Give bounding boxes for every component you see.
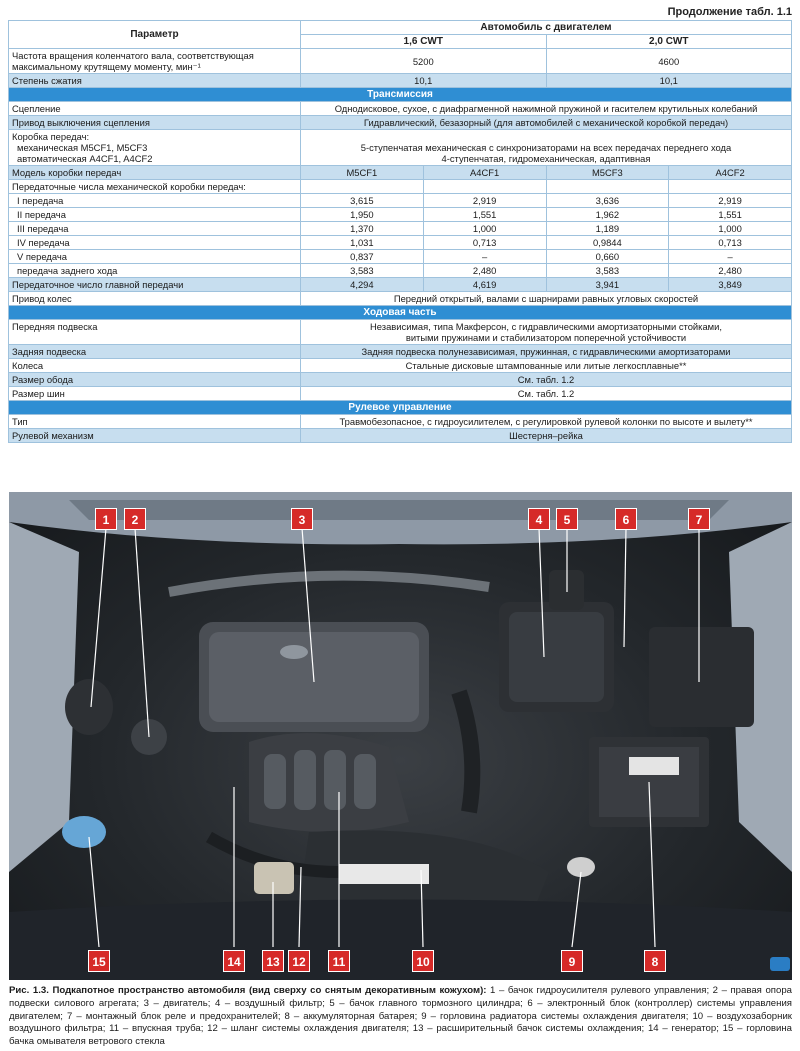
row-sublabel: V передача [9, 250, 301, 264]
row-value: 3,941 [546, 278, 669, 292]
continuation-title: Продолжение табл. 1.1 [667, 6, 792, 18]
callout-5: 5 [556, 508, 578, 530]
row-value: 4-ступенчатая, гидромеханическая, адаптивная [441, 153, 651, 164]
row-value: 10,1 [301, 74, 547, 88]
callout-9: 9 [561, 950, 583, 972]
row-label: Размер шин [9, 387, 301, 401]
row-sublabel: I передача [9, 194, 301, 208]
caption-lead: Рис. 1.3. Подкапотное пространство автомобиля (вид сверху со снятым декоративным кожухом): [9, 985, 487, 996]
row-value: 10,1 [546, 74, 792, 88]
row-value: 0,713 [669, 236, 792, 250]
row-value: 4600 [546, 49, 792, 74]
row-value: M5CF1 [301, 166, 424, 180]
row-sublabel: механическая M5CF1, M5CF3 [17, 142, 148, 153]
header-engine-a: 1,6 CWT [301, 35, 547, 49]
row-value: Задняя подвеска полунезависимая, пружинная, с гидравлическими амортизаторами [301, 345, 792, 359]
caption-text: 1 – бачок гидроусилителя рулевого управления; 2 – правая опора подвески силового агрегата; 3 – двигатель; 4 – воздушный фильтр; 5 – бачок главного тормозного цилиндра; 6 – электронный блок (контроллер) системы управления двигателем; 7 – монтажный блок реле и предохранителей; 8 – аккумуляторная батарея; 9 – горловина радиатора системы охлаждения двигателя; 10 – воздухозаборник воздушного фильтра; 11 – впускная труба; 12 – шланг системы охлаждения двигателя; 13 – расширительный бачок системы охлаждения; 14 – генератор; 15 – горловина бачка омывателя ветрового стекла [9, 985, 792, 1048]
section-band: Трансмиссия [9, 88, 792, 102]
row-value: – [423, 250, 546, 264]
row-label: Коробка передач: [12, 131, 90, 142]
row-value: Стальные дисковые штампованные или литые легкосплавные** [301, 359, 792, 373]
row-sublabel: IV передача [9, 236, 301, 250]
engine-bay-illustration [9, 492, 792, 980]
row-value: 1,031 [301, 236, 424, 250]
ratio-row [9, 236, 792, 250]
row-value: 4,619 [423, 278, 546, 292]
row-value: A4CF1 [423, 166, 546, 180]
row-value: 2,480 [423, 264, 546, 278]
ratio-row [9, 264, 792, 278]
header-engine-b: 2,0 CWT [546, 35, 792, 49]
row-value: 1,000 [669, 222, 792, 236]
row-value: 1,551 [423, 208, 546, 222]
row-value: витыми пружинами и стабилизатором поперечной устойчивости [405, 332, 687, 343]
row-value: См. табл. 1.2 [301, 387, 792, 401]
row-value: 5200 [301, 49, 547, 74]
row-value: 1,551 [669, 208, 792, 222]
row-label: Привод выключения сцепления [9, 116, 301, 130]
callout-6: 6 [615, 508, 637, 530]
row-label: Передаточные числа механической коробки передач: [9, 180, 301, 194]
ratio-row [9, 222, 792, 236]
row-label: Сцепление [9, 102, 301, 116]
header-param: Параметр [9, 21, 301, 49]
row-value: Передний открытый, валами с шарнирами равных угловых скоростей [301, 292, 792, 306]
row-value: 3,636 [546, 194, 669, 208]
row-value: Шестерня–рейка [301, 429, 792, 443]
row-label: Задняя подвеска [9, 345, 301, 359]
row-label: Модель коробки передач [9, 166, 301, 180]
callout-2: 2 [124, 508, 146, 530]
row-value: 1,370 [301, 222, 424, 236]
row-value: 3,583 [546, 264, 669, 278]
row-label: Привод колес [9, 292, 301, 306]
callout-8: 8 [644, 950, 666, 972]
row-value: 2,919 [423, 194, 546, 208]
callout-13: 13 [262, 950, 284, 972]
row-value: 0,9844 [546, 236, 669, 250]
row-label: Колеса [9, 359, 301, 373]
ratio-rows [9, 194, 792, 278]
row-value: M5CF3 [546, 166, 669, 180]
row-value: Независимая, типа Макферсон, с гидравлическими амортизаторными стойками, [370, 321, 722, 332]
row-value: Травмобезопасное, с гидроусилителем, с регулировкой рулевой колонки по высоте и вылету** [301, 415, 792, 429]
row-value: 3,849 [669, 278, 792, 292]
section-band: Ходовая часть [9, 306, 792, 320]
row-value: 1,962 [546, 208, 669, 222]
callout-14: 14 [223, 950, 245, 972]
row-value: 5-ступенчатая механическая с синхронизаторами на всех передачах переднего хода [360, 142, 732, 153]
row-value: Однодисковое, сухое, с диафрагменной нажимной пружиной и гасителем крутильных колебаний [301, 102, 792, 116]
row-value: 3,583 [301, 264, 424, 278]
callout-15: 15 [88, 950, 110, 972]
row-sublabel: III передача [9, 222, 301, 236]
figure-caption [9, 985, 792, 1049]
row-label: Частота вращения коленчатого вала, соответствующая максимальному крутящему моменту, мин⁻¹ [9, 49, 301, 74]
row-value: A4CF2 [669, 166, 792, 180]
callout-11: 11 [328, 950, 350, 972]
row-label: Размер обода [9, 373, 301, 387]
row-value: Гидравлический, безазорный (для автомобилей с механической коробкой передач) [301, 116, 792, 130]
ratio-row [9, 208, 792, 222]
row-value: 2,919 [669, 194, 792, 208]
callout-7: 7 [688, 508, 710, 530]
callout-4: 4 [528, 508, 550, 530]
row-label: Степень сжатия [9, 74, 301, 88]
row-value: – [669, 250, 792, 264]
callout-1: 1 [95, 508, 117, 530]
row-value: 4,294 [301, 278, 424, 292]
header-group: Автомобиль с двигателем [301, 21, 792, 35]
section-band: Рулевое управление [9, 401, 792, 415]
row-value: 1,950 [301, 208, 424, 222]
row-label: Передняя подвеска [9, 320, 301, 345]
row-value: См. табл. 1.2 [301, 373, 792, 387]
row-value: 0,837 [301, 250, 424, 264]
row-value: 0,713 [423, 236, 546, 250]
publisher-logo-icon [770, 957, 790, 971]
callout-3: 3 [291, 508, 313, 530]
callout-10: 10 [412, 950, 434, 972]
engine-bay-photo [9, 492, 792, 980]
row-value: 0,660 [546, 250, 669, 264]
ratio-row [9, 250, 792, 264]
row-value: 2,480 [669, 264, 792, 278]
row-label: Рулевой механизм [9, 429, 301, 443]
spec-table [8, 20, 792, 443]
row-value: 3,615 [301, 194, 424, 208]
row-sublabel: II передача [9, 208, 301, 222]
ratio-row [9, 194, 792, 208]
callout-12: 12 [288, 950, 310, 972]
row-value: 1,000 [423, 222, 546, 236]
row-label: Передаточное число главной передачи [9, 278, 301, 292]
row-label: Тип [9, 415, 301, 429]
row-sublabel: автоматическая A4CF1, A4CF2 [17, 153, 153, 164]
row-value: 1,189 [546, 222, 669, 236]
row-sublabel: передача заднего хода [9, 264, 301, 278]
